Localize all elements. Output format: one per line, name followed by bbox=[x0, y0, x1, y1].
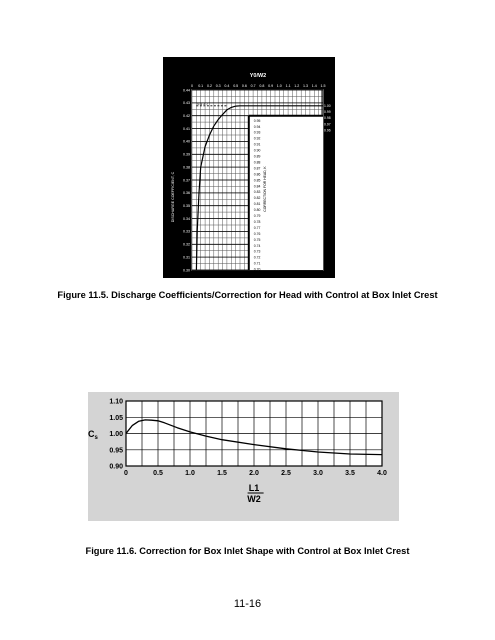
top-axis-tick-label: 0.7 bbox=[250, 84, 256, 88]
correction-factor-label: 0.95 bbox=[253, 118, 261, 123]
correction-factor-label: 0.86 bbox=[253, 172, 261, 177]
top-axis-tick-label: 0.6 bbox=[241, 84, 247, 88]
x-axis-tick-label: 2.0 bbox=[249, 470, 259, 477]
left-axis-tick-label: 0.42 bbox=[183, 114, 190, 118]
top-axis-tick-label: 1.5 bbox=[320, 84, 326, 88]
x-axis-tick-label: 3.5 bbox=[345, 470, 355, 477]
x-axis-tick-label: 0.5 bbox=[153, 470, 163, 477]
left-axis-tick-label: 0.32 bbox=[183, 242, 190, 247]
correction-factor-label: 0.91 bbox=[253, 142, 261, 147]
top-axis-tick-label: 1.2 bbox=[294, 84, 300, 88]
left-axis-tick-label: 0.34 bbox=[183, 216, 190, 221]
left-axis-tick-label: 0.35 bbox=[183, 204, 190, 208]
y-axis-tick-label: 0.90 bbox=[109, 463, 123, 471]
top-axis-tick-label: 0 bbox=[191, 84, 193, 88]
correction-factor-label: 0.99 bbox=[324, 110, 331, 114]
y-axis-label: DISCHARGE COEFFICIENT, C bbox=[171, 171, 175, 223]
left-axis-tick-label: 0.37 bbox=[183, 178, 190, 183]
figure-11-5-chart bbox=[163, 57, 335, 278]
y-axis-tick-label: 1.05 bbox=[109, 414, 123, 422]
top-axis-label: Y0/W2 bbox=[249, 73, 267, 79]
correction-factor-label: 0.88 bbox=[253, 160, 261, 165]
correction-factor-label: 0.90 bbox=[253, 148, 261, 153]
top-axis-tick-label: 0.8 bbox=[259, 84, 265, 88]
discharge-coefficient-plot bbox=[163, 57, 335, 278]
correction-factor-label: 0.72 bbox=[253, 255, 261, 260]
top-axis-tick-label: 1.4 bbox=[311, 84, 317, 88]
correction-factor-label: 0.93 bbox=[253, 130, 261, 135]
correction-factor-label: 0.92 bbox=[253, 136, 261, 141]
correction-factor-label: 0.81 bbox=[253, 202, 261, 207]
figure-11-6-caption: Figure 11.6. Correction for Box Inlet Shape with Control at Box Inlet Crest bbox=[85, 546, 410, 556]
correction-factor-label: 0.84 bbox=[253, 184, 261, 189]
correction-factor-label: 0.97 bbox=[324, 122, 331, 127]
correction-factor-label: 0.96 bbox=[324, 128, 331, 133]
x-axis-tick-label: 1.0 bbox=[185, 470, 195, 477]
top-axis-tick-label: 0.2 bbox=[207, 84, 212, 88]
left-axis-tick-label: 0.36 bbox=[183, 191, 190, 196]
y-axis-tick-label: 1.10 bbox=[109, 398, 123, 406]
x-axis-tick-label: 1.5 bbox=[217, 470, 227, 477]
x-axis-label-denominator: W2 bbox=[247, 494, 261, 504]
left-axis-tick-label: 0.38 bbox=[183, 165, 190, 170]
correction-factor-label: 0.94 bbox=[253, 124, 261, 129]
y-axis-tick-label: 0.95 bbox=[109, 447, 123, 455]
correction-scale-label: CORRECTION FOR HEAD, K bbox=[262, 166, 267, 212]
x-axis-tick-label: 0 bbox=[124, 470, 128, 477]
left-axis-tick-label: 0.30 bbox=[183, 268, 190, 273]
correction-factor-label: 0.77 bbox=[253, 225, 261, 230]
correction-factor-label: 0.70 bbox=[253, 267, 261, 272]
x-axis-tick-label: 2.5 bbox=[281, 470, 291, 477]
top-axis-tick-label: 0.5 bbox=[233, 84, 239, 88]
left-axis-tick-label: 0.44 bbox=[183, 88, 190, 93]
correction-factor-label: 0.80 bbox=[253, 208, 261, 213]
top-axis-tick-label: 0.1 bbox=[198, 84, 204, 88]
correction-factor-label: 0.76 bbox=[253, 231, 261, 236]
correction-factor-label: 0.82 bbox=[253, 196, 261, 201]
correction-factor-label: 0.75 bbox=[253, 237, 261, 242]
top-axis-tick-label: 0.3 bbox=[215, 84, 221, 88]
correction-factor-label: 0.83 bbox=[253, 190, 261, 195]
correction-factor-label: 1.00 bbox=[324, 103, 331, 108]
correction-factor-label: 0.98 bbox=[324, 116, 331, 121]
left-axis-tick-label: 0.33 bbox=[183, 229, 190, 234]
top-axis-tick-label: 0.4 bbox=[224, 84, 230, 88]
figure-11-5-caption: Figure 11.5. Discharge Coefficients/Correction for Head with Control at Box Inlet Crest bbox=[57, 290, 438, 300]
y-axis-label: $C_s$ bbox=[88, 429, 98, 441]
left-axis-tick-label: 0.41 bbox=[183, 126, 190, 131]
left-axis-tick-label: 0.40 bbox=[183, 139, 190, 144]
y-axis-tick-label: 1.00 bbox=[109, 431, 123, 438]
x-axis-label-numerator: L1 bbox=[248, 483, 260, 493]
x-axis-tick-label: 3.0 bbox=[313, 470, 323, 477]
correction-factor-label: 0.71 bbox=[253, 261, 261, 266]
page-number: 11-16 bbox=[233, 598, 262, 610]
left-axis-tick-label: 0.31 bbox=[183, 255, 190, 260]
top-axis-tick-label: 1.0 bbox=[276, 84, 282, 88]
correction-factor-label: 0.89 bbox=[253, 154, 261, 159]
top-axis-tick-label: 1.1 bbox=[285, 84, 291, 88]
figure-11-6-chart bbox=[88, 392, 399, 521]
correction-factor-label: 0.87 bbox=[253, 166, 261, 171]
correction-factor-label: 0.78 bbox=[253, 220, 261, 224]
max-coefficient-annotation: 0.4 3 7 bbox=[197, 101, 209, 106]
left-axis-tick-label: 0.43 bbox=[183, 101, 190, 106]
top-axis-tick-label: 1.3 bbox=[303, 84, 308, 88]
correction-factor-label: 0.74 bbox=[253, 243, 261, 248]
correction-factor-label: 0.73 bbox=[253, 249, 261, 254]
box-inlet-shape-correction-plot bbox=[88, 392, 399, 521]
left-axis-tick-label: 0.39 bbox=[183, 152, 190, 157]
x-axis-tick-label: 4.0 bbox=[377, 470, 387, 477]
correction-factor-label: 0.79 bbox=[253, 214, 261, 218]
top-axis-tick-label: 0.9 bbox=[268, 84, 274, 88]
correction-factor-label: 0.85 bbox=[253, 178, 261, 183]
